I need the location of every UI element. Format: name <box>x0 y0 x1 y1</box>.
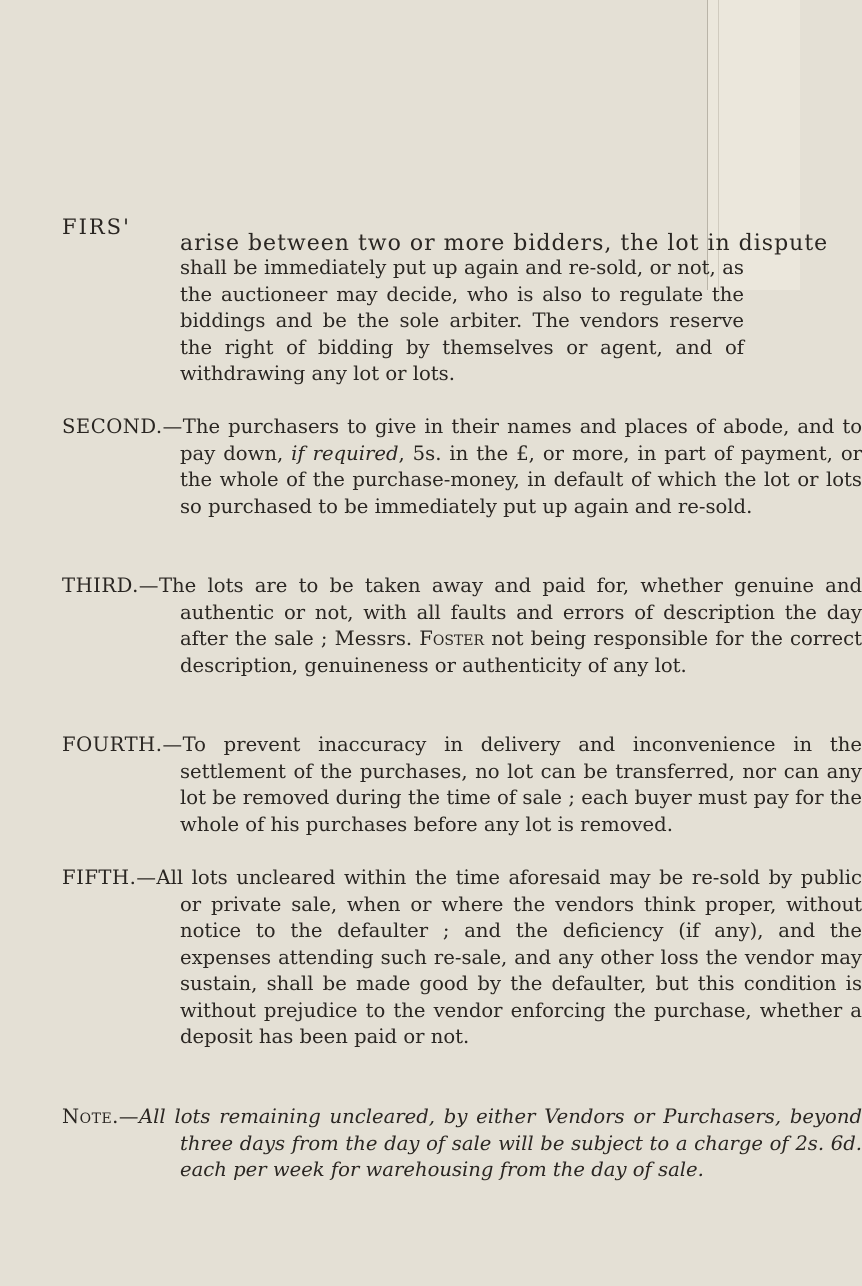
clipped-text: arise between two or more bidders, the lot in dispute <box>180 231 829 256</box>
note-heading: Note.— <box>62 1105 140 1128</box>
condition-fifth <box>62 865 862 1051</box>
condition-first-text: shall be immediately put up again and re-sold, or not, as the auctioneer may decide, who is also to regulate the biddings and be the sole arbiter. The vendors reserve the right of bidding by themselves or agent, and of withdrawing any lot or lots. <box>180 256 744 385</box>
warehousing-note <box>62 1104 862 1184</box>
condition-third-text: The lots are to be taken away and paid for, whether genuine and authentic or not, with all faults and errors of description the day after the sale ; Messrs. <box>158 574 862 650</box>
condition-fifth-text: All lots uncleared within the time aforesaid may be re-sold by public or private sale, when or where the vendors think proper, without notice to the defaulter ; and the deficiency (if any), and the expenses attending such re-sale, and any other loss the vendor may sustain, shall be made good by the defaulter, but this condition is without prejudice to the vendor enforcing the purchase, whether a deposit has been paid or not. <box>156 866 862 1048</box>
condition-second-text-rest: , 5s. in the £, or more, in part of payment, or the whole of the purchase-money, in default of which the lot or lots so purchased to be immediately put up again and re-sold. <box>180 441 862 518</box>
condition-second <box>62 414 862 520</box>
header-fragment: FIRS' <box>62 215 131 239</box>
condition-fourth <box>62 732 862 838</box>
condition-first <box>62 255 744 388</box>
condition-second-text: The purchasers to give in their names and places of abode, and to pay down, <box>180 415 862 465</box>
condition-second-heading: SECOND.— <box>62 415 183 438</box>
auctioneer-name: Foster <box>419 627 485 650</box>
condition-third <box>62 573 862 679</box>
condition-fourth-text: To prevent inaccuracy in delivery and inconvenience in the settlement of the purchases, no lot can be transferred, nor can any lot be removed during the time of sale ; each buyer must pay for the whole of his purchases before any lot is removed. <box>180 733 862 836</box>
condition-second-emphasis: if required <box>291 441 399 465</box>
condition-fifth-heading: FIFTH.— <box>62 866 157 889</box>
note-text: All lots remaining uncleared, by either Vendors or Purchasers, beyond three days from the day of sale will be subject to a charge of 2s. 6d. each per week for warehousing from the day of sale. <box>139 1105 862 1181</box>
condition-fourth-heading: FOURTH.— <box>62 733 183 756</box>
condition-third-heading: THIRD.— <box>62 574 159 597</box>
condition-third-text-rest: not being responsible for the correct description, genuineness or authenticity of any lot. <box>180 627 862 677</box>
